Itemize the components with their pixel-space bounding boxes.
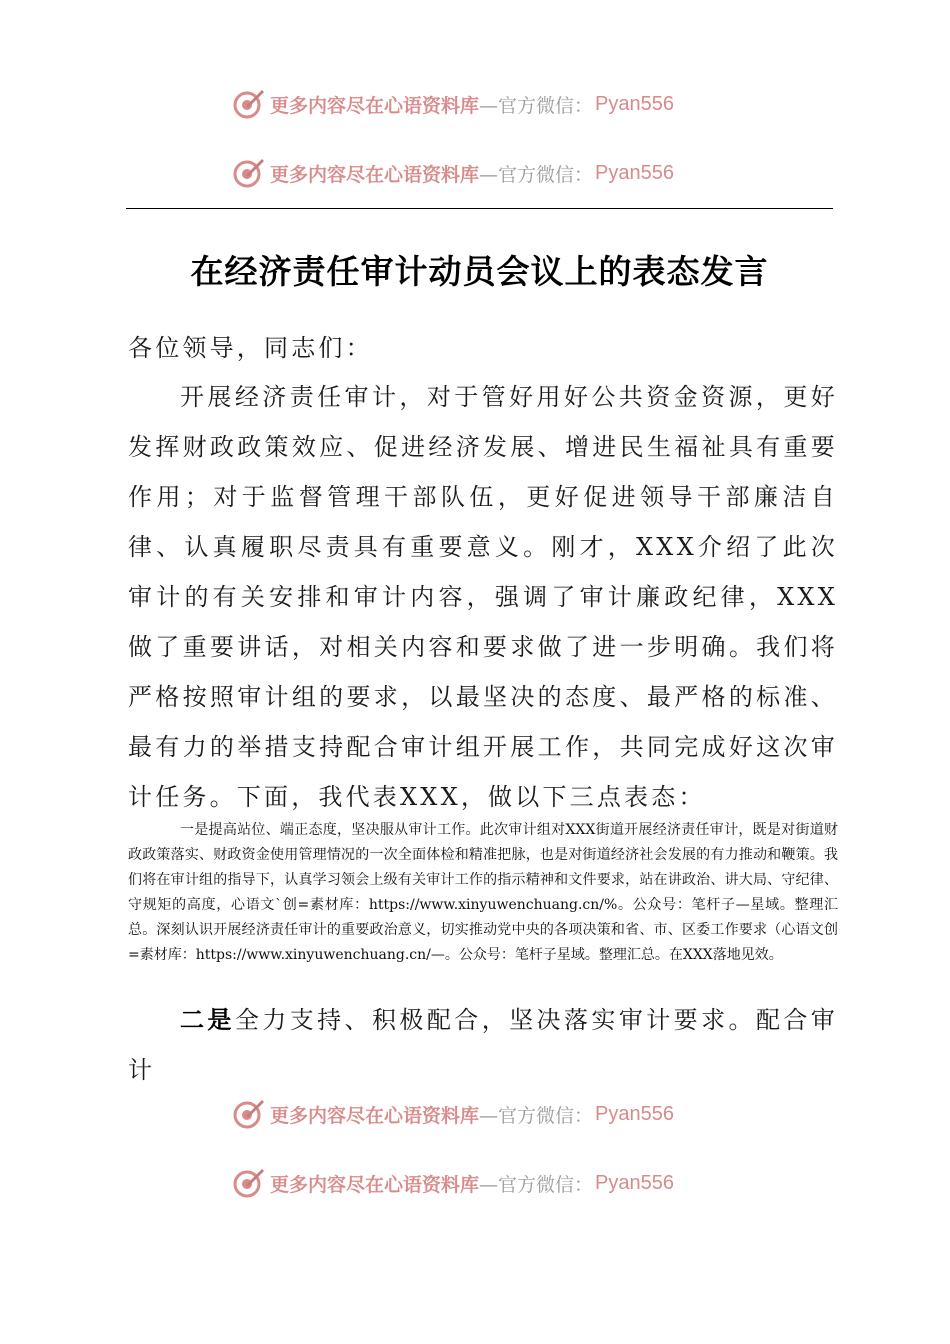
pen-logo-icon: [232, 1097, 266, 1131]
paragraph-1: 开展经济责任审计，对于管好用好公共资金资源，更好发挥财政政策效应、促进经济发展、增进民生福祉具有重要作用；对于监督管理干部队伍，更好促进领导干部廉洁自律、认真履职尽责具有重要意义。刚才，XXX介绍了此次审计的有关安排和审计内容，强调了审计廉政纪律，XXX做了重要讲话，对相关内容和要求做了进一步明确。我们将严格按照审计组的要求，以最坚决的态度、最严格的标准、最有力的举措支持配合审计组开展工作，共同完成好这次审计任务。下面，我代表XXX，做以下三点表态：: [128, 383, 838, 811]
watermark-id-text: Pyan556: [595, 1171, 674, 1194]
watermark-id-text: Pyan556: [595, 161, 674, 184]
watermark-banner: [232, 86, 674, 122]
watermark-sub-text: —官方微信：: [479, 1104, 594, 1127]
header-divider: [126, 208, 833, 209]
pen-logo-icon: [232, 156, 266, 190]
pen-logo-icon: [232, 87, 266, 121]
document-title: 在经济责任审计动员会议上的表态发言: [190, 252, 769, 291]
salutation: 各位领导，同志们：: [128, 334, 373, 362]
watermark-sub-text: —官方微信：: [479, 1173, 594, 1196]
paragraph-3-lead: 二是: [180, 1006, 235, 1034]
paragraph-2: 一是提高站位、端正态度，坚决服从审计工作。此次审计组对XXX街道开展经济责任审计，既是对街道财政政策落实、财政资金使用管理情况的一次全面体检和精准把脉，也是对街道经济社会发展的有力推动和鞭策。我们将在审计组的指导下，认真学习领会上级有关审计工作的指示精神和文件要求，站在讲政治、讲大局、守纪律、守规矩的高度，心语文`创=素材库：https://www.xinyuwenchuang.cn/%。公众号：笔杆子—星域。整理汇总。深刻认识开展经济责任审计的重要政治意义，切实推动党中央的各项决策和省、市、区委工作要求（心语文创=素材库：https://www.xinyuwenchuang.cn/—。公众号：笔杆子星域。整理汇总。在XXX落地见效。: [128, 822, 838, 963]
watermark-main-text: 更多内容尽在心语资料库: [270, 163, 480, 186]
paragraph-3-text: 全力支持、积极配合，坚决落实审计要求。配合审计: [128, 1006, 838, 1084]
watermark-id-text: Pyan556: [595, 1102, 674, 1125]
watermark-banner: [232, 155, 674, 191]
watermark-main-text: 更多内容尽在心语资料库: [270, 1173, 480, 1196]
watermark-id-text: Pyan556: [595, 92, 674, 115]
watermark-banner: [232, 1165, 674, 1201]
watermark-main-text: 更多内容尽在心语资料库: [270, 1104, 480, 1127]
watermark-sub-text: —官方微信：: [479, 163, 594, 186]
paragraph-3: [128, 995, 838, 1095]
watermark-banner: [232, 1096, 674, 1132]
watermark-main-text: 更多内容尽在心语资料库: [270, 94, 480, 117]
pen-logo-icon: [232, 1166, 266, 1200]
watermark-sub-text: —官方微信：: [479, 94, 594, 117]
